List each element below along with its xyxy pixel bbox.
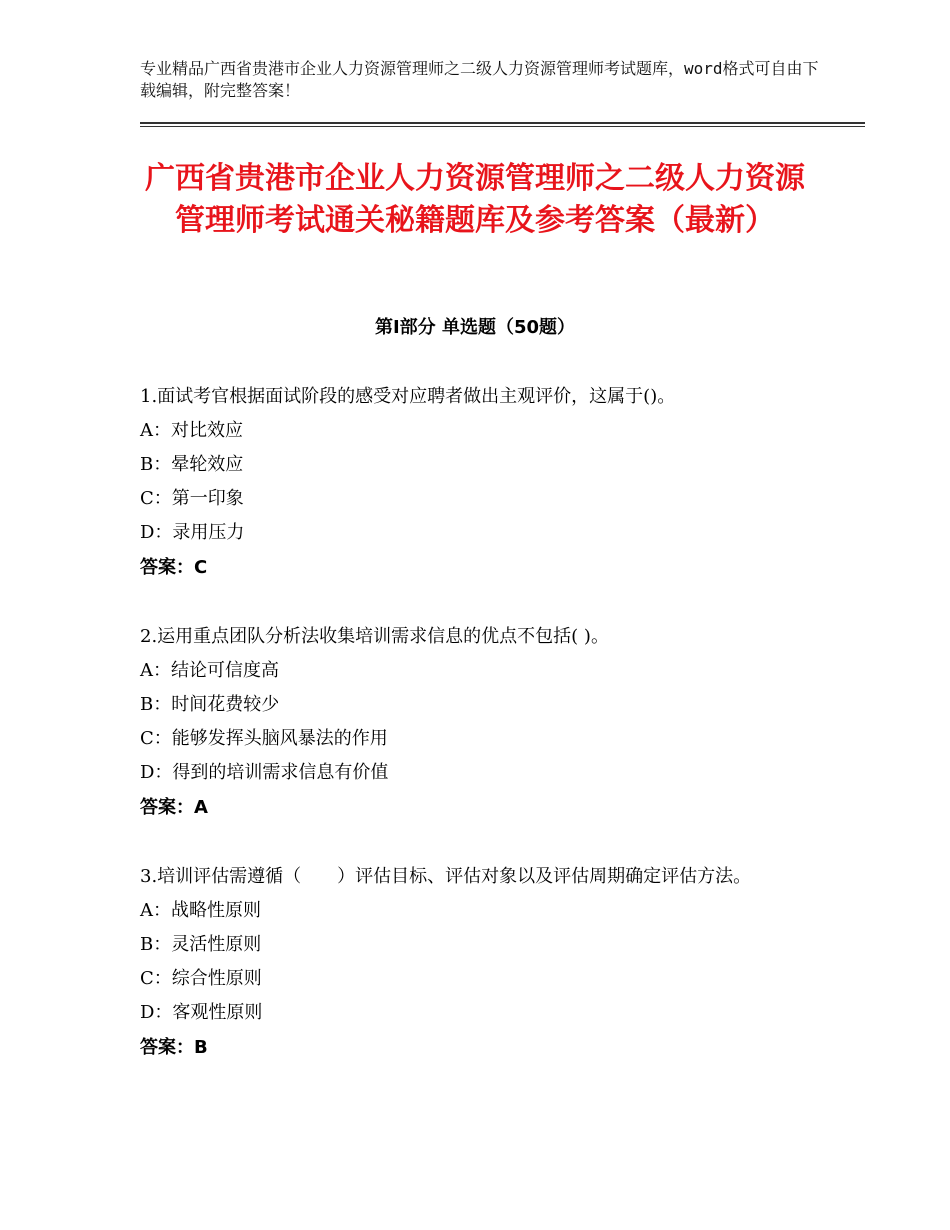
option-a: A：结论可信度高 [140,660,279,681]
question-2 [140,620,810,826]
question-stem: 1.面试考官根据面试阶段的感受对应聘者做出主观评价，这属于()。 [140,386,676,407]
option-b: B：晕轮效应 [140,454,244,475]
option-b: B：时间花费较少 [140,694,280,715]
option-d: D：录用压力 [140,522,245,543]
header-note: 专业精品广西省贵港市企业人力资源管理师之二级人力资源管理师考试题库，word格式可自由下载编辑，附完整答案！ [140,59,819,100]
question-list [140,380,810,1100]
header-divider-thick [140,122,865,124]
question-stem: 3.培训评估需遵循（ ）评估目标、评估对象以及评估周期确定评估方法。 [140,866,752,887]
answer: 答案：B [140,1037,208,1058]
document-title: 广西省贵港市企业人力资源管理师之二级人力资源管理师考试通关秘籍题库及参考答案（最新） [145,161,805,238]
option-b: B：灵活性原则 [140,934,262,955]
option-d: D：得到的培训需求信息有价值 [140,762,389,783]
option-a: A：战略性原则 [140,900,261,921]
option-d: D：客观性原则 [140,1002,263,1023]
option-a: A：对比效应 [140,420,243,441]
option-c: C：第一印象 [140,488,244,509]
question-3 [140,860,810,1066]
option-c: C：能够发挥头脑风暴法的作用 [140,728,388,749]
section-heading: 第Ⅰ部分 单选题（50题） [374,317,575,338]
answer: 答案：A [140,797,208,818]
option-c: C：综合性原则 [140,968,262,989]
header-divider-thin [140,126,865,127]
question-1 [140,380,810,586]
question-stem: 2.运用重点团队分析法收集培训需求信息的优点不包括( )。 [140,626,609,647]
answer: 答案：C [140,557,208,578]
